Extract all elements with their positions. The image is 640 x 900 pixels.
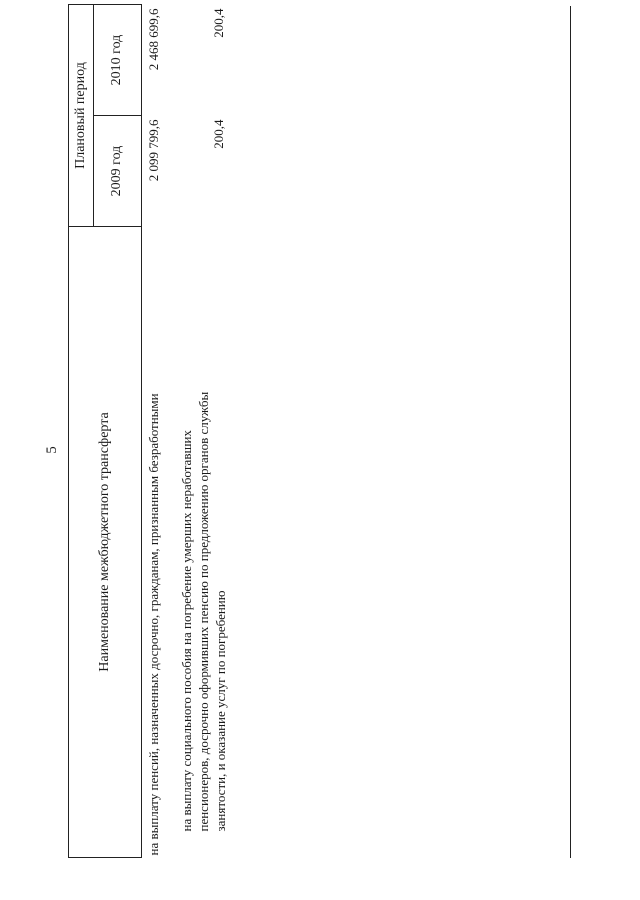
table-row	[163, 5, 230, 858]
row-1-value-2010: 2 468 699,6	[146, 8, 161, 71]
row-2-description	[163, 227, 230, 858]
header-year-2009: 2009 год	[94, 116, 142, 227]
header-year-2010: 2010 год	[94, 5, 142, 116]
header-transfer-name: Наименование межбюджетного трансферта	[69, 227, 142, 858]
row-2-line-3: занятости, и оказание услуг по погребению	[212, 590, 228, 832]
row-2-value-2010: 200,4	[210, 8, 226, 38]
table-header-row-1	[69, 5, 94, 858]
page-number: 5	[44, 446, 60, 454]
row-1-description: на выплату пенсий, назначенных досрочно, гражданам, признанным безработными	[146, 393, 161, 856]
row-1-value-2009: 2 099 799,6	[146, 119, 161, 182]
bottom-rule	[570, 6, 571, 858]
row-2-line-1: на выплату социального пособия на погребение умерших неработавших	[178, 430, 194, 832]
transfers-table	[68, 4, 230, 858]
table-row	[142, 5, 163, 858]
row-2-line-2: пенсионеров, досрочно оформивших пенсию по предложению органов службы	[195, 391, 211, 832]
row-2-value-2009: 200,4	[210, 119, 226, 149]
header-planning-period: Плановый период	[69, 5, 94, 227]
